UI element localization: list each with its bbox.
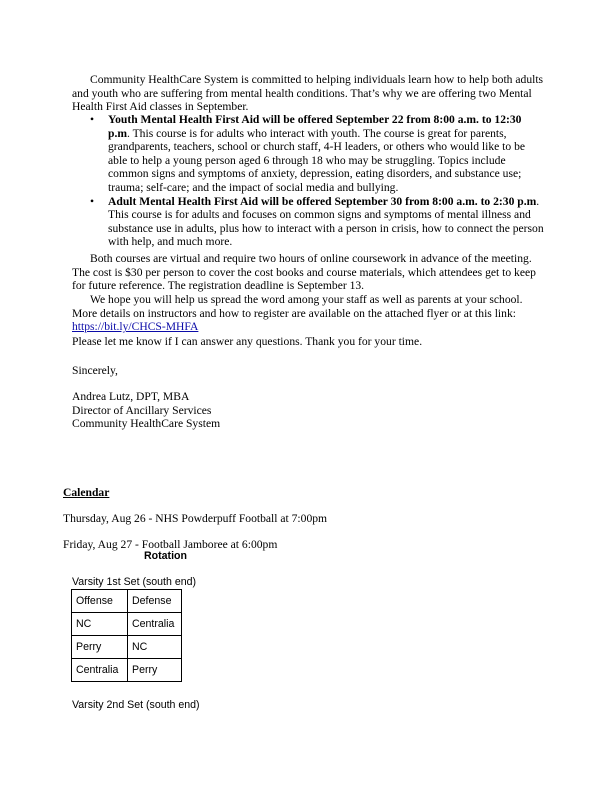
- sign-off: Sincerely,: [72, 364, 118, 377]
- column-header-offense: Offense: [72, 590, 128, 613]
- signer-name: Andrea Lutz, DPT, MBA: [72, 390, 190, 403]
- table-cell: NC: [72, 613, 128, 636]
- table-cell: Centralia: [72, 659, 128, 682]
- column-header-defense: Defense: [128, 590, 182, 613]
- rotation-table: [71, 589, 182, 682]
- table-row: [72, 659, 182, 682]
- varsity-first-set-label: Varsity 1st Set (south end): [72, 576, 197, 588]
- spread-word-paragraph: [72, 293, 544, 334]
- table-cell: Perry: [72, 636, 128, 659]
- course-list: [90, 113, 544, 249]
- table-cell: NC: [128, 636, 182, 659]
- youth-course-heading: Youth Mental Health First Aid will be offered September 22 from 8:00 a.m. to 12:30 p.m: [108, 113, 522, 140]
- table-row: [72, 613, 182, 636]
- rotation-label: Rotation: [144, 550, 187, 562]
- spread-word-text: We hope you will help us spread the word among your staff as well as parents at your school. More details on instructors and how to register are available on the attached flyer or at this link:: [72, 293, 523, 320]
- list-item: [90, 113, 544, 195]
- closing-paragraph: Please let me know if I can answer any questions. Thank you for your time.: [72, 335, 423, 348]
- varsity-second-set-label: Varsity 2nd Set (south end): [72, 699, 200, 711]
- table-header-row: [72, 590, 182, 613]
- bullet-icon: •: [90, 194, 95, 208]
- courses-info-paragraph: Both courses are virtual and require two hours of online coursework in advance of the meeting. The cost is $30 per person to cover the cost books and course materials, which attendees get to keep for future reference. The registration deadline is September 13.: [72, 252, 536, 293]
- table-cell: Centralia: [128, 613, 182, 636]
- bullet-icon: •: [90, 113, 95, 126]
- registration-link[interactable]: https://bit.ly/CHCS-MHFA: [72, 320, 199, 334]
- list-item: [90, 194, 544, 249]
- table-cell: Perry: [128, 659, 182, 682]
- table-row: [72, 636, 182, 659]
- adult-course-heading: Adult Mental Health First Aid will be offered September 30 from 8:00 a.m. to 2:30 p.m: [108, 194, 537, 208]
- signer-title: Director of Ancillary Services: [72, 403, 212, 417]
- adult-course-description: . This course is for adults and focuses on common signs and symptoms of mental illness and substance use in adults, plus how to interact with a person in crisis, how to connect the person with help, and much more.: [108, 194, 544, 249]
- calendar-event: Thursday, Aug 26 - NHS Powderpuff Football at 7:00pm: [63, 512, 328, 525]
- intro-paragraph: Community HealthCare System is committed to helping individuals learn how to help both adults and youth who are suffering from mental health conditions. That’s why we are offering two Mental Health First Aid classes in September.: [72, 73, 544, 114]
- signer-organization: Community HealthCare System: [72, 417, 221, 431]
- youth-course-description: . This course is for adults who interact with youth. The course is great for parents, grandparents, teachers, school or church staff, 4-H leaders, or others who would like to be able to help a young person aged 6 through 18 who may be struggling. Topics include common signs and symptoms of anxiety, depression, eating disorders, and substance use; trauma; self-care; and the impact of social media and bullying.: [108, 126, 526, 194]
- calendar-event: Friday, Aug 27 - Football Jamboree at 6:00pm: [63, 538, 278, 551]
- calendar-heading: Calendar: [63, 486, 110, 499]
- signature-block: [72, 390, 220, 431]
